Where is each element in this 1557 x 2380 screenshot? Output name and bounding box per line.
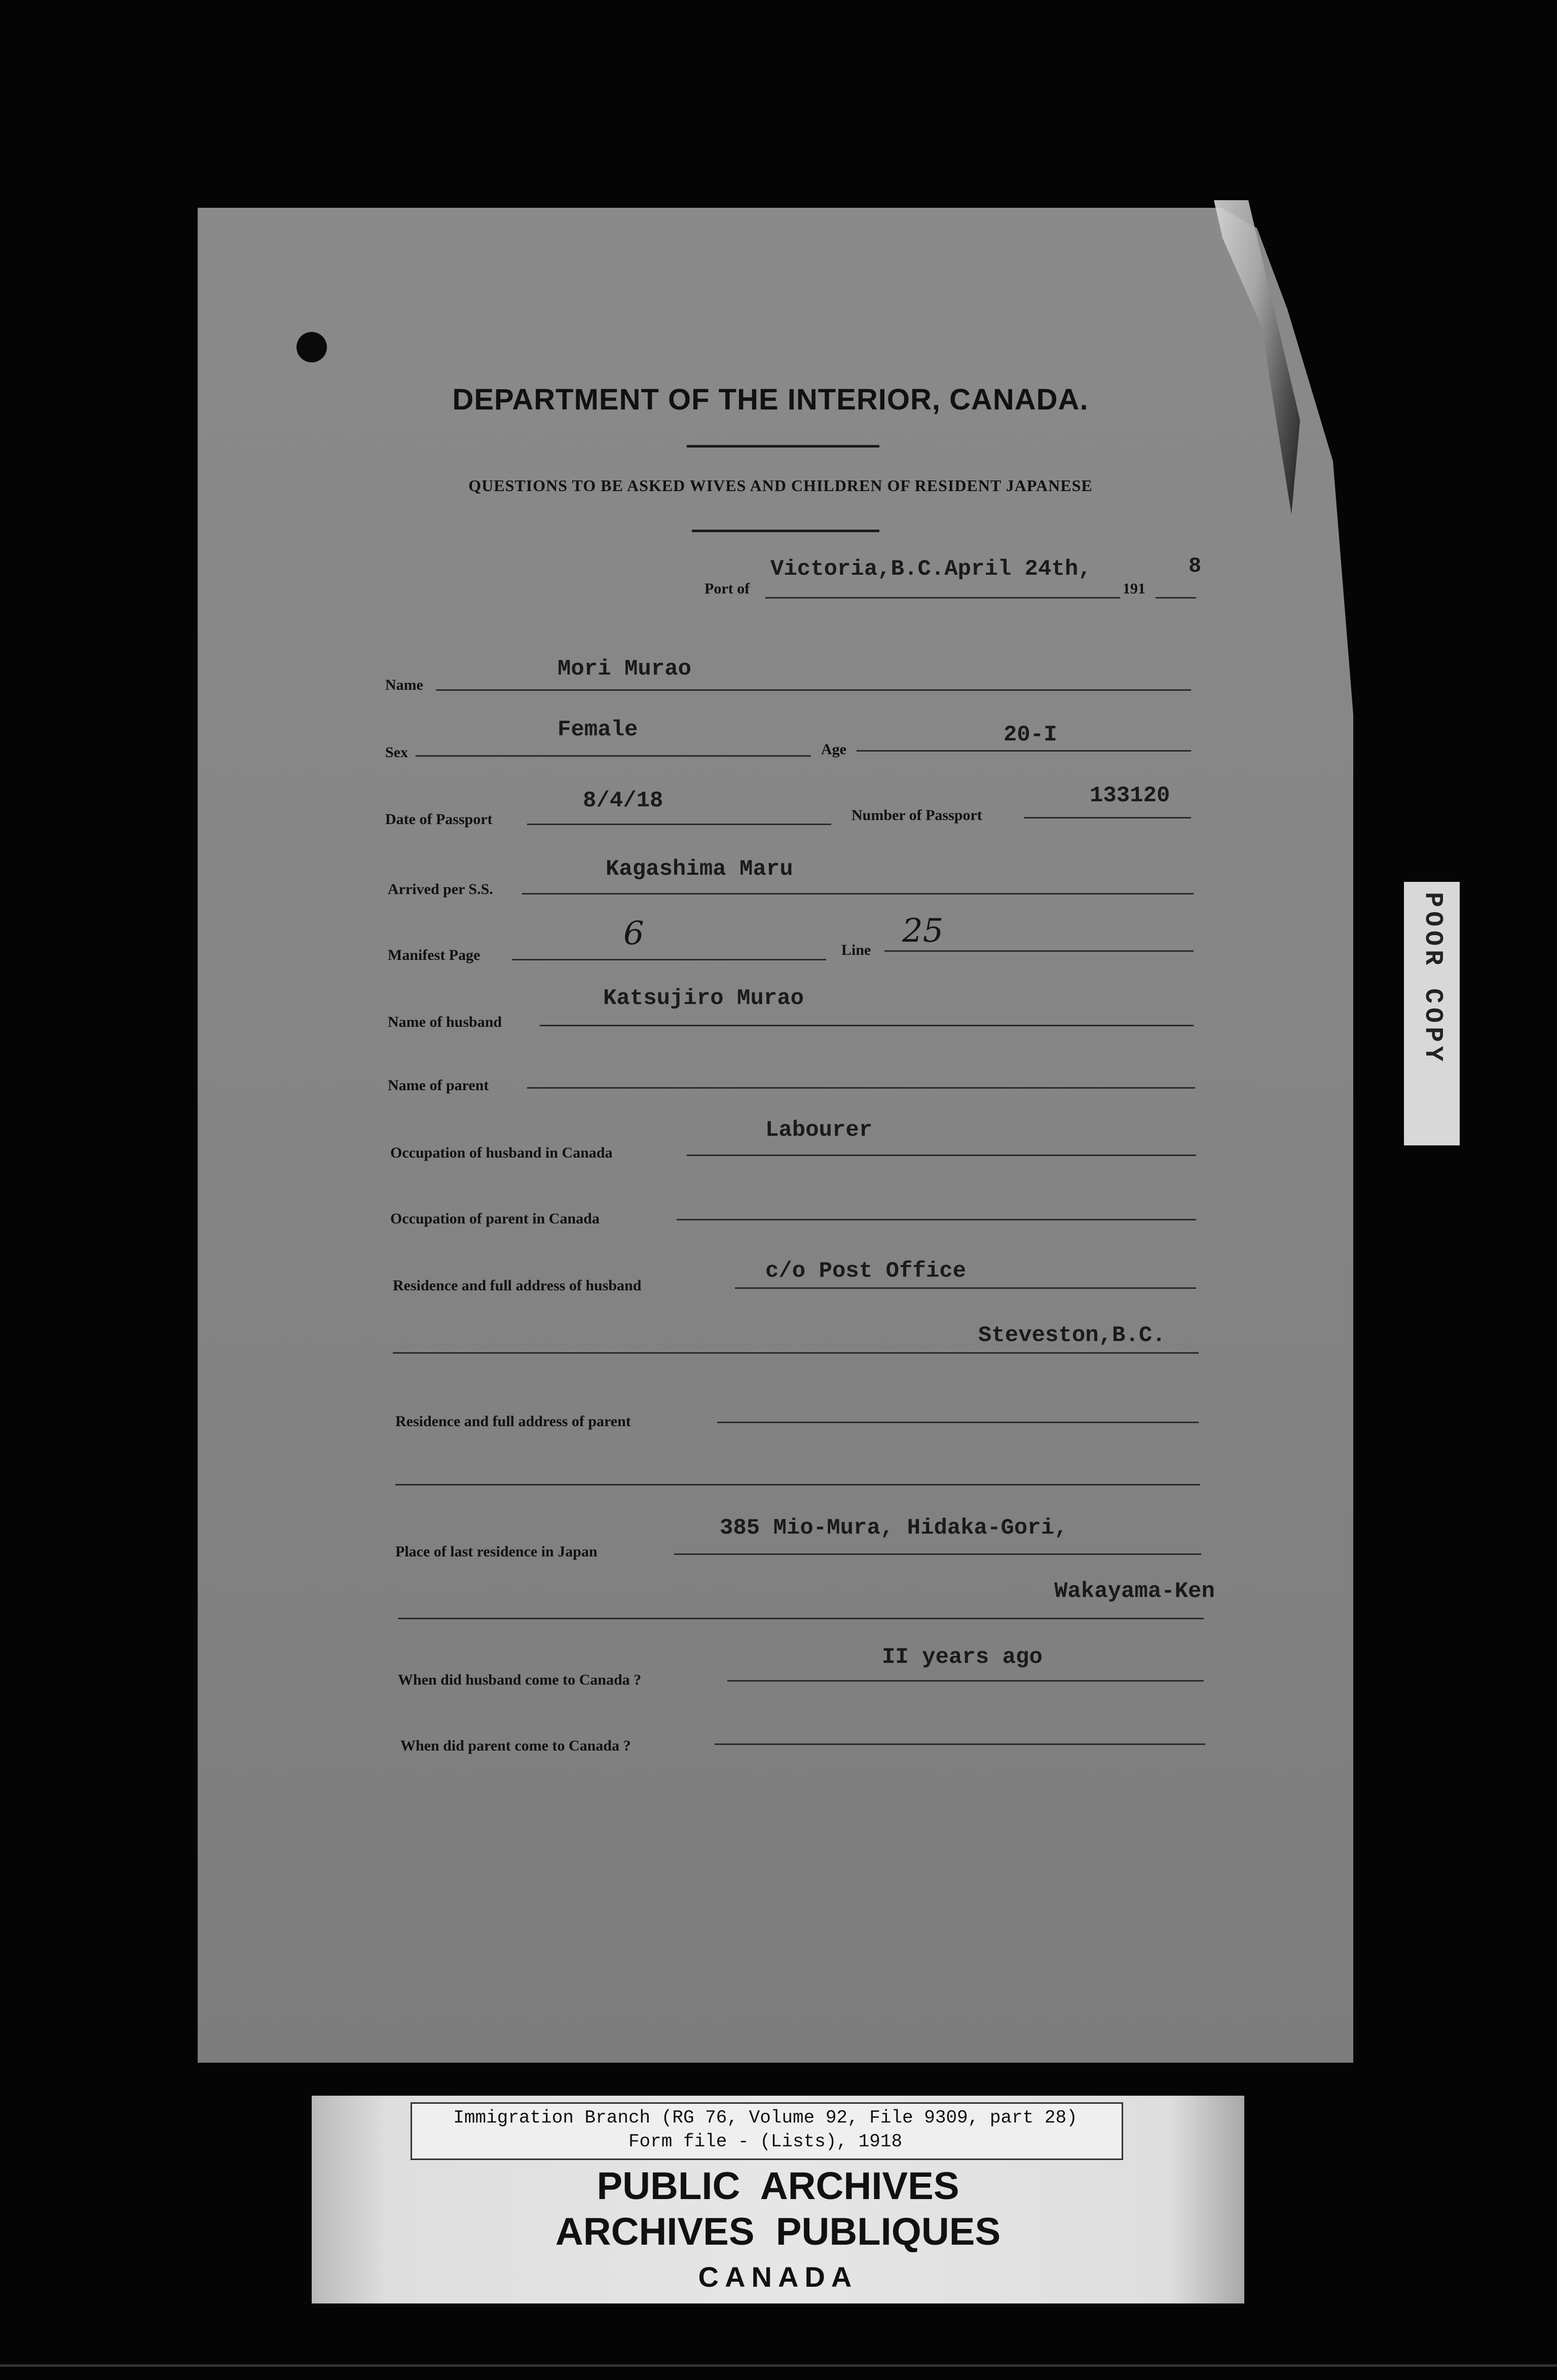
sex-value: Female	[558, 717, 638, 742]
age-label: Age	[821, 741, 846, 758]
heading-rule-top	[687, 445, 879, 448]
passport-number-value: 133120	[1090, 783, 1170, 808]
japan-residence-value-2: Wakayama-Ken	[1054, 1579, 1215, 1604]
sex-label: Sex	[385, 744, 408, 761]
husband-occupation-value: Labourer	[765, 1118, 873, 1143]
archive-line3: CANADA	[698, 2261, 858, 2293]
line-underline	[884, 950, 1194, 952]
parent-name-label: Name of parent	[388, 1077, 489, 1094]
parent-came-underline	[715, 1743, 1205, 1745]
arrived-value: Kagashima Maru	[606, 857, 793, 882]
husband-name-value: Katsujiro Murao	[603, 986, 804, 1011]
year-prefix: 191	[1123, 580, 1145, 597]
age-underline	[857, 750, 1191, 752]
husband-occupation-label: Occupation of husband in Canada	[390, 1144, 613, 1161]
port-underline	[765, 597, 1120, 599]
archive-reference-line1: Immigration Branch (RG 76, Volume 92, File 9309, part 28)	[453, 2107, 1078, 2128]
form-subtitle: QUESTIONS TO BE ASKED WIVES AND CHILDREN OF RESIDENT JAPANESE	[468, 476, 1093, 495]
line-label: Line	[841, 942, 871, 958]
parent-name-underline	[527, 1087, 1195, 1089]
department-heading: DEPARTMENT OF THE INTERIOR, CANADA.	[452, 383, 1089, 416]
husband-residence-value-2: Steveston,B.C.	[978, 1323, 1166, 1348]
parent-residence-underline-2	[395, 1484, 1200, 1485]
name-value: Mori Murao	[558, 656, 692, 682]
manifest-underline	[512, 959, 826, 960]
husband-came-value: II years ago	[882, 1645, 1043, 1670]
archive-reference-line2: Form file - (Lists), 1918	[628, 2131, 903, 2152]
port-value: Victoria,B.C.April 24th,	[770, 556, 1092, 582]
parent-occupation-underline	[677, 1219, 1196, 1220]
husband-residence-underline	[735, 1287, 1196, 1289]
parent-residence-underline	[717, 1422, 1199, 1423]
year-suffix: 8	[1189, 554, 1202, 578]
parent-residence-label: Residence and full address of parent	[395, 1413, 631, 1430]
parent-came-label: When did parent come to Canada ?	[400, 1737, 631, 1754]
passport-number-underline	[1024, 817, 1191, 819]
husband-name-label: Name of husband	[388, 1014, 502, 1030]
japan-residence-underline	[674, 1553, 1201, 1555]
year-underline	[1156, 597, 1196, 599]
husband-residence-value: c/o Post Office	[765, 1258, 967, 1284]
husband-residence-label: Residence and full address of husband	[393, 1277, 642, 1294]
poor-copy-text: POOR COPY	[1418, 892, 1447, 1066]
film-edge-line	[0, 2364, 1557, 2367]
japan-residence-value: 385 Mio-Mura, Hidaka-Gori,	[720, 1515, 1068, 1541]
manifest-value: 6	[623, 915, 644, 952]
passport-date-value: 8/4/18	[583, 788, 663, 813]
age-value: 20-I	[1004, 722, 1057, 748]
japan-residence-underline-2	[398, 1618, 1204, 1619]
sex-underline	[416, 755, 811, 757]
arrived-underline	[522, 893, 1194, 895]
japan-residence-label: Place of last residence in Japan	[395, 1543, 598, 1560]
name-underline	[436, 689, 1191, 691]
husband-occupation-underline	[687, 1155, 1196, 1156]
name-label: Name	[385, 677, 423, 693]
passport-number-label: Number of Passport	[851, 807, 982, 824]
port-label: Port of	[705, 580, 750, 597]
arrived-label: Arrived per S.S.	[388, 881, 493, 898]
line-value: 25	[902, 912, 944, 950]
parent-occupation-label: Occupation of parent in Canada	[390, 1210, 600, 1227]
husband-name-underline	[540, 1025, 1194, 1026]
husband-residence-underline-2	[393, 1352, 1199, 1354]
heading-rule-bottom	[692, 530, 879, 532]
archive-line2: ARCHIVES PUBLIQUES	[555, 2210, 1001, 2253]
punch-hole	[296, 332, 327, 362]
passport-date-underline	[527, 824, 831, 825]
passport-date-label: Date of Passport	[385, 811, 493, 828]
manifest-label: Manifest Page	[388, 947, 480, 963]
husband-came-label: When did husband come to Canada ?	[398, 1671, 642, 1688]
husband-came-underline	[727, 1680, 1204, 1682]
archive-line1: PUBLIC ARCHIVES	[597, 2165, 959, 2208]
